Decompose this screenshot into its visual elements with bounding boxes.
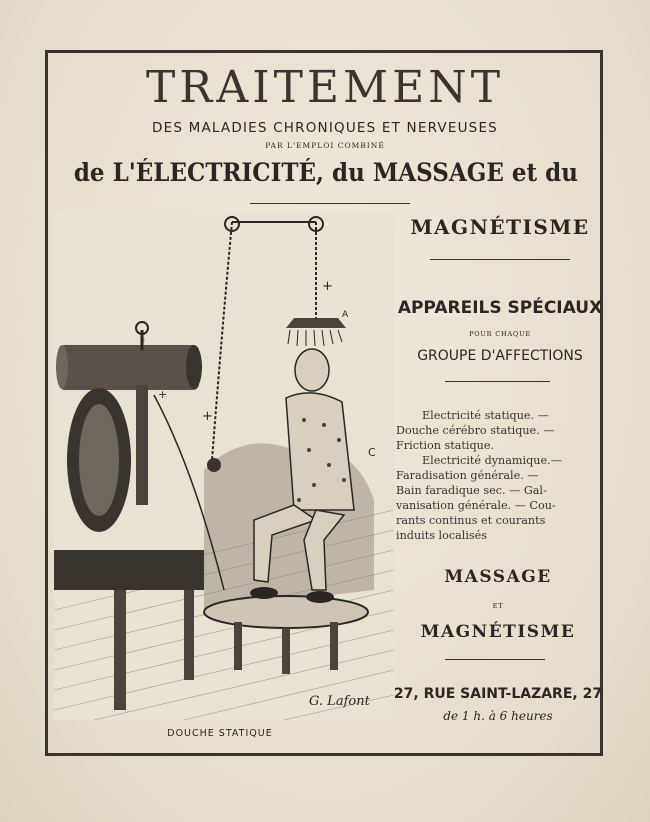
label-plus-left: + — [202, 409, 213, 424]
divider-magnetisme — [430, 259, 570, 260]
illustration-caption: DOUCHE STATIQUE — [167, 728, 273, 739]
treatment-line: Electricité statique. — — [422, 409, 549, 422]
divider-appareils — [445, 381, 550, 382]
treatment-line: rants continus et courants — [396, 514, 546, 527]
treatment-line: Electricité dynamique.— — [422, 454, 562, 467]
magnetisme-service: MAGNÉTISME — [420, 622, 576, 642]
poster-title: TRAITEMENT — [145, 62, 505, 113]
footer-address: 27, RUE SAINT-LAZARE, 27 — [393, 686, 603, 702]
treatment-line: Bain faradique sec. — Gal- — [396, 484, 547, 497]
label-plus-machine: + — [158, 388, 168, 401]
label-f: F — [140, 338, 146, 348]
divider-services — [445, 659, 545, 660]
groupe-affections-text: GROUPE D'AFFECTIONS — [417, 348, 583, 364]
treatment-line: Douche cérébro statique. — — [396, 424, 555, 437]
treatment-line: vanisation générale. — Cou- — [396, 499, 556, 512]
treatment-line: Faradisation générale. — — [396, 469, 539, 482]
douche-statique-illustration — [54, 210, 394, 720]
pour-chaque-text: POUR CHAQUE — [469, 330, 531, 338]
massage-heading: MASSAGE — [444, 567, 552, 587]
divider-top — [250, 203, 410, 204]
treatment-line: induits localisés — [396, 529, 488, 542]
magnetisme-heading: MAGNÉTISME — [410, 215, 590, 239]
main-treatment-line: de L'ÉLECTRICITÉ, du MASSAGE et du — [73, 158, 578, 187]
poster-subtitle: DES MALADIES CHRONIQUES ET NERVEUSES — [152, 120, 498, 136]
treatment-line: Friction statique. — [396, 439, 495, 452]
et-text: ET — [492, 602, 504, 610]
footer-hours: de 1 h. à 6 heures — [443, 709, 553, 723]
par-emploi-text: PAR L'EMPLOI COMBINÉ — [265, 141, 385, 150]
illustration-signature: G. Lafont — [309, 694, 370, 709]
label-a: A — [342, 310, 349, 320]
label-plus-top: + — [322, 279, 333, 294]
treatment-list — [396, 408, 600, 543]
label-c: C — [368, 446, 376, 459]
appareils-heading: APPAREILS SPÉCIAUX — [397, 298, 603, 318]
